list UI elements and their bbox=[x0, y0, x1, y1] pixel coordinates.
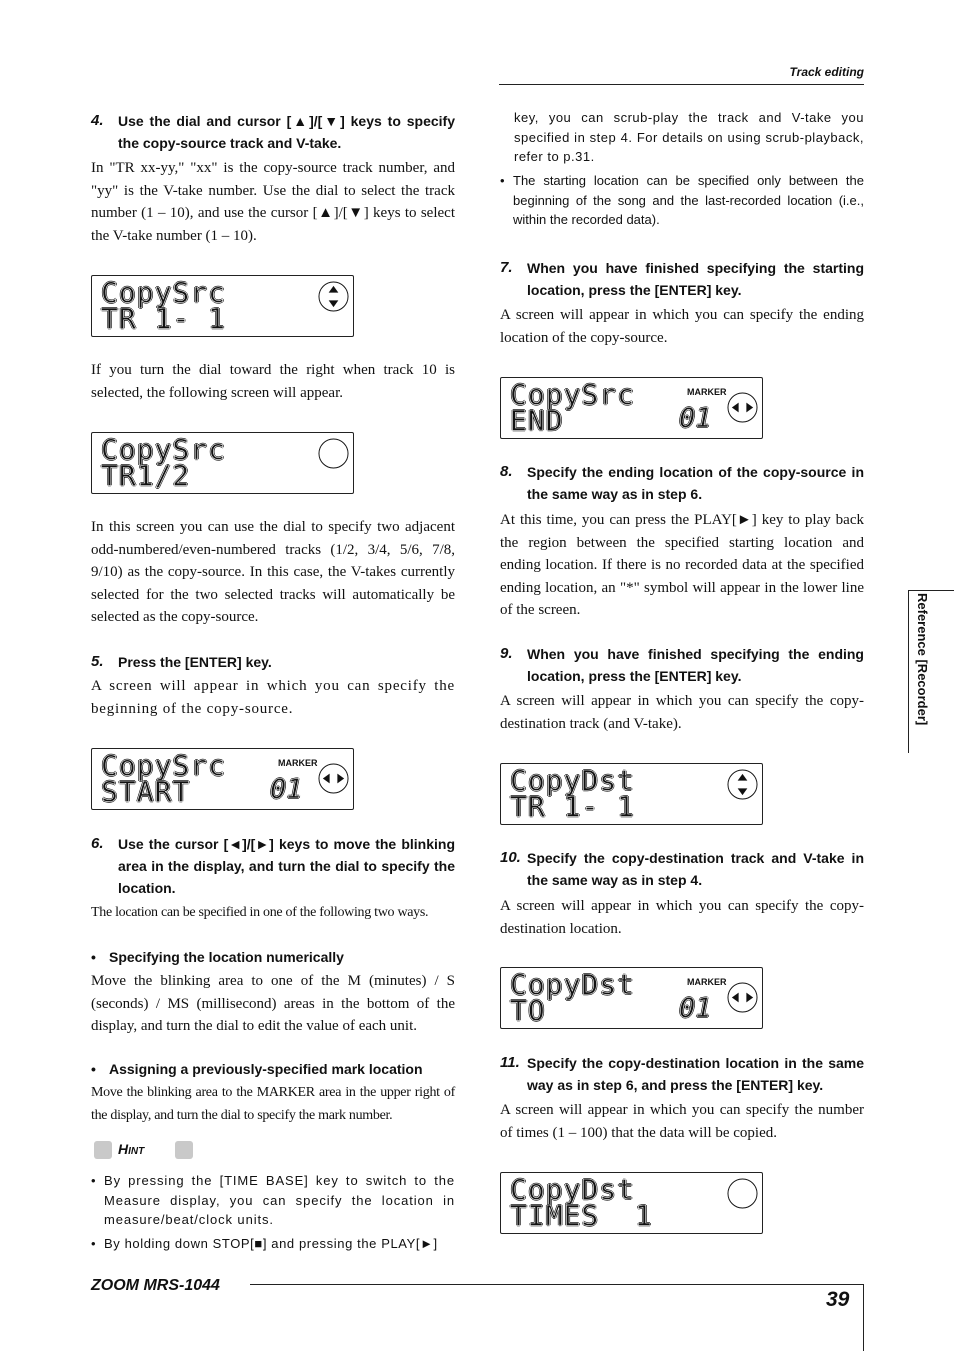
paragraph: A screen will appear in which you can specify the beginning of the copy-source. bbox=[91, 678, 455, 717]
lcd-screen-copysrc-end bbox=[500, 377, 763, 439]
step-4 bbox=[91, 110, 455, 154]
hint-square-icon bbox=[175, 1141, 193, 1159]
subheading-numeric: • Specifying the location numerically bbox=[91, 949, 344, 965]
paragraph: In "TR xx-yy," "xx" is the copy-source track number, and "yy" is the V-take number. Use the dial to select the track number (1 – 10), and use the cursor [▲]/[▼] keys to select the V-take number (1 – 10). bbox=[91, 160, 455, 244]
step-text: When you have finished specifying the ending location, press the [ENTER] key. bbox=[527, 646, 864, 684]
paragraph: A screen will appear in which you can specify the copy-destination track (and V-take). bbox=[500, 693, 864, 732]
step-text: When you have finished specifying the starting location, press the [ENTER] key. bbox=[527, 260, 864, 298]
cursor-left-right-icon bbox=[318, 763, 349, 794]
subheading-marker: • Assigning a previously-specified mark location bbox=[91, 1061, 423, 1077]
step-number: 9. bbox=[500, 645, 513, 662]
step-number: 8. bbox=[500, 463, 513, 480]
lcd-line-2: TIMES 1 bbox=[510, 1199, 653, 1232]
hint-bullet: • By holding down STOP[■] and pressing the PLAY[►] bbox=[91, 1234, 455, 1254]
lcd-screen-copysrc-pair bbox=[91, 432, 354, 494]
paragraph: A screen will appear in which you can specify the number of times (1 – 100) that the data will be copied. bbox=[500, 1102, 864, 1141]
section-side-tab bbox=[908, 590, 954, 753]
paragraph-continued: key, you can scrub-play the track and V-take you specified in step 4. For details on using scrub-playback, refer to p.31. bbox=[514, 110, 864, 164]
step-number: 5. bbox=[91, 653, 104, 670]
step-text: Press the [ENTER] key. bbox=[118, 654, 272, 670]
lcd-line-1: CopyDst bbox=[510, 968, 636, 1001]
marker-value: 01 bbox=[679, 403, 712, 434]
lcd-screen-copysrc-start bbox=[91, 748, 354, 810]
hint-label: Hint bbox=[118, 1141, 145, 1157]
step-10 bbox=[500, 847, 864, 891]
paragraph: In this screen you can use the dial to specify two adjacent odd-numbered/even-numbered tracks (1/2, 3/4, 5/6, 7/8, 9/10) as the copy-source. In this case, the V-takes currently selected for the two selected tracks will automatically be selected as the copy-source. bbox=[91, 519, 455, 625]
hint-bullet: • By pressing the [TIME BASE] key to switch to the Measure display, you can specify the location in measure/beat/clock units. bbox=[91, 1171, 455, 1230]
lcd-line-2: TR 1- 1 bbox=[101, 302, 227, 335]
footer-rule bbox=[250, 1284, 864, 1285]
step-number: 6. bbox=[91, 835, 104, 852]
lcd-line-2: START bbox=[101, 775, 191, 808]
step-number: 11. bbox=[500, 1054, 520, 1071]
paragraph: Move the blinking area to one of the M (minutes) / S (seconds) / MS (millisecond) areas in the bottom of the display, and turn the dial to edit the value of each unit. bbox=[91, 973, 455, 1034]
hint-banner bbox=[94, 1140, 204, 1160]
lcd-line-2: TR1/2 bbox=[101, 459, 191, 492]
step-7 bbox=[500, 257, 864, 301]
step-number: 4. bbox=[91, 112, 104, 129]
paragraph: The location can be specified in one of the following two ways. bbox=[91, 905, 429, 920]
note-bullet: • The starting location can be specified only between the beginning of the song and the last-recorded location (i.e., within the recorded data). bbox=[500, 171, 864, 230]
lcd-screen-copydst-to bbox=[500, 967, 763, 1029]
lcd-line-1: CopyDst bbox=[510, 1173, 636, 1206]
footer-vertical-rule bbox=[863, 1284, 864, 1351]
page-number: 39 bbox=[826, 1288, 850, 1311]
marker-value: 01 bbox=[679, 993, 712, 1024]
marker-value: 01 bbox=[270, 774, 303, 805]
paragraph: If you turn the dial toward the right when track 10 is selected, the following screen will appear. bbox=[91, 362, 455, 401]
step-text: Use the cursor [◄]/[►] keys to move the blinking area in the display, and turn the dial to specify the location. bbox=[118, 836, 455, 896]
marker-label: MARKER bbox=[687, 977, 727, 987]
step-9 bbox=[500, 643, 864, 687]
step-text: Specify the copy-destination track and V-take in the same way as in step 4. bbox=[527, 850, 864, 888]
cursor-left-right-icon bbox=[727, 392, 758, 423]
blank-cursor-icon bbox=[318, 438, 349, 469]
paragraph: A screen will appear in which you can specify the copy-destination location. bbox=[500, 898, 864, 937]
cursor-up-down-icon bbox=[318, 281, 349, 312]
blank-cursor-icon bbox=[727, 1178, 758, 1209]
lcd-line-1: CopySrc bbox=[510, 378, 636, 411]
step-text: Specify the copy-destination location in the same way as in step 6, and press the [ENTER] key. bbox=[527, 1055, 864, 1093]
running-header: Track editing bbox=[789, 65, 864, 79]
step-number: 10. bbox=[500, 849, 521, 866]
cursor-up-down-icon bbox=[727, 769, 758, 800]
footer-product: ZOOM MRS-1044 bbox=[91, 1277, 220, 1294]
paragraph: At this time, you can press the PLAY[►] key to play back the region between the specified starting location and ending location. If there is no recorded data at the specified ending location, an "*" symbol will appear in the lower line of the screen. bbox=[500, 512, 864, 618]
lcd-screen-copydst-times bbox=[500, 1172, 763, 1234]
step-6 bbox=[91, 833, 455, 899]
step-text: Use the dial and cursor [▲]/[▼] keys to specify the copy-source track and V-take. bbox=[118, 113, 455, 151]
lcd-screen-copysrc-track bbox=[91, 275, 354, 337]
marker-label: MARKER bbox=[687, 387, 727, 397]
marker-label: MARKER bbox=[278, 758, 318, 768]
step-number: 7. bbox=[500, 259, 513, 276]
paragraph: Move the blinking area to the MARKER area in the upper right of the display, and turn the dial to specify the mark number. bbox=[91, 1085, 455, 1123]
subheading-text: Specifying the location numerically bbox=[109, 949, 344, 965]
lcd-line-1: CopySrc bbox=[101, 276, 227, 309]
lcd-line-2: TR 1- 1 bbox=[510, 790, 636, 823]
lcd-line-1: CopyDst bbox=[510, 764, 636, 797]
subheading-text: Assigning a previously-specified mark location bbox=[109, 1061, 423, 1077]
lcd-line-2: TO bbox=[510, 994, 546, 1027]
cursor-left-right-icon bbox=[727, 982, 758, 1013]
lcd-line-1: CopySrc bbox=[101, 749, 227, 782]
header-rule bbox=[499, 84, 864, 85]
step-5 bbox=[91, 651, 455, 673]
side-tab-label: Reference [Recorder] bbox=[915, 593, 930, 726]
lcd-line-1: CopySrc bbox=[101, 433, 227, 466]
hint-square-icon bbox=[94, 1141, 112, 1159]
paragraph: A screen will appear in which you can specify the ending location of the copy-source. bbox=[500, 307, 864, 346]
step-11 bbox=[500, 1052, 864, 1096]
lcd-line-2: END bbox=[510, 404, 564, 437]
step-text: Specify the ending location of the copy-source in the same way as in step 6. bbox=[527, 464, 864, 502]
step-8 bbox=[500, 461, 864, 505]
lcd-screen-copydst-track bbox=[500, 763, 763, 825]
